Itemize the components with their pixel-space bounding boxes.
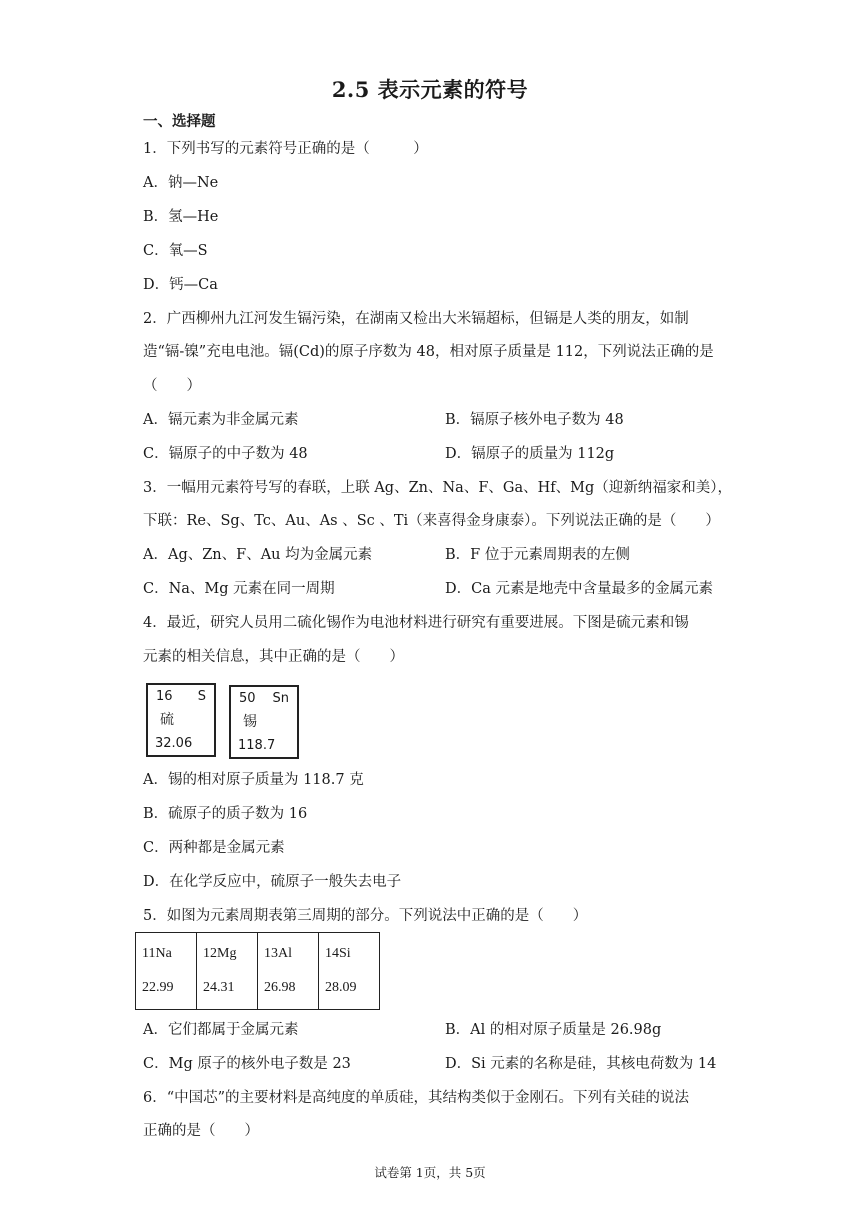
q3-option-b: B．F 位于元素周期表的左侧 <box>445 547 630 563</box>
periodic-cell <box>258 933 319 1010</box>
periodic-table-fragment <box>135 932 380 1010</box>
q5-option-b: B．Al 的相对原子质量是 26.98g <box>445 1022 662 1038</box>
page-title: 2.5 表示元素的符号 <box>331 77 529 102</box>
element-name: 硫 <box>160 712 174 728</box>
cell-label: 12Mg <box>203 946 237 961</box>
cell-label: 11Na <box>142 946 172 961</box>
q5-option-d: D．Si 元素的名称是硅，其核电荷数为 14 <box>445 1056 717 1072</box>
periodic-cell <box>319 933 380 1010</box>
section-heading: 一、选择题 <box>143 113 216 130</box>
q1-stem: 1．下列书写的元素符号正确的是（ ） <box>143 141 428 157</box>
q3-option-c: C．Na、Mg 元素在同一周期 <box>143 581 335 597</box>
q4-stem-line2: 元素的相关信息，其中正确的是（ ） <box>143 649 404 665</box>
cell-label: 14Si <box>325 946 351 961</box>
element-mass: 32.06 <box>155 736 193 751</box>
q2-option-c: C．镉原子的中子数为 48 <box>143 446 308 462</box>
q4-option-b: B．硫原子的质子数为 16 <box>143 806 308 822</box>
cell-mass: 22.99 <box>142 980 174 995</box>
q3-stem-line1: 3．一幅用元素符号写的春联，上联 Ag、Zn、Na、F、Ga、Hf、Mg（迎新纳福家和美）， <box>143 480 733 496</box>
q6-stem-line2: 正确的是（ ） <box>143 1123 259 1139</box>
page-footer: 试卷第 1页，共 5页 <box>374 1165 486 1180</box>
q1-option-d: D．钙—Ca <box>143 277 218 293</box>
q2-option-b: B．镉原子核外电子数为 48 <box>445 412 624 428</box>
q5-option-a: A．它们都属于金属元素 <box>143 1022 299 1038</box>
cell-mass: 26.98 <box>264 980 296 995</box>
q2-stem-line1: 2．广西柳州九江河发生镉污染，在湖南又检出大米镉超标，但镉是人类的朋友，如制 <box>143 311 689 327</box>
cell-label: 13Al <box>264 946 292 961</box>
q3-option-a: A．Ag、Zn、F、Au 均为金属元素 <box>143 547 373 563</box>
element-symbol: S <box>197 689 206 704</box>
q4-option-a: A．锡的相对原子质量为 118.7 克 <box>143 772 364 788</box>
element-number: 16 <box>156 689 173 704</box>
q6-stem-line1: 6．“中国芯”的主要材料是高纯度的单质硅，其结构类似于金刚石。下列有关硅的说法 <box>143 1090 690 1106</box>
periodic-cell <box>197 933 258 1010</box>
q1-option-a: A．钠—Ne <box>143 175 219 191</box>
q4-option-c: C．两种都是金属元素 <box>143 840 285 856</box>
q4-option-d: D．在化学反应中，硫原子一般失去电子 <box>143 874 402 890</box>
cell-mass: 24.31 <box>203 980 235 995</box>
element-card-sulfur <box>146 683 216 757</box>
q2-option-a: A．镉元素为非金属元素 <box>143 412 299 428</box>
q1-option-b: B．氢—He <box>143 209 219 225</box>
q2-option-d: D．镉原子的质量为 112g <box>445 446 615 462</box>
element-number: 50 <box>239 691 256 706</box>
q5-option-c: C．Mg 原子的核外电子数是 23 <box>143 1056 351 1072</box>
q2-stem-line3: （ ） <box>143 378 201 394</box>
q4-stem-line1: 4．最近，研究人员用二硫化锡作为电池材料进行研究有重要进展。下图是硫元素和锡 <box>143 615 689 631</box>
element-name: 锡 <box>243 714 257 730</box>
periodic-cell <box>136 933 197 1010</box>
element-card-tin <box>229 685 299 759</box>
element-mass: 118.7 <box>238 738 276 753</box>
element-symbol: Sn <box>272 691 289 706</box>
q3-option-d: D．Ca 元素是地壳中含量最多的金属元素 <box>445 581 713 597</box>
q2-stem-line2: 造“镉-镍”充电电池。镉(Cd)的原子序数为 48，相对原子质量是 112，下列说法正确的是 <box>143 344 714 360</box>
cell-mass: 28.09 <box>325 980 357 995</box>
q1-option-c: C．氧—S <box>143 243 208 259</box>
q3-stem-line2: 下联：Re、Sg、Tc、Au、As 、Sc 、Ti（来喜得金身康泰）。下列说法正确的是（ ） <box>143 513 720 529</box>
q5-stem: 5．如图为元素周期表第三周期的部分。下列说法中正确的是（ ） <box>143 908 588 924</box>
